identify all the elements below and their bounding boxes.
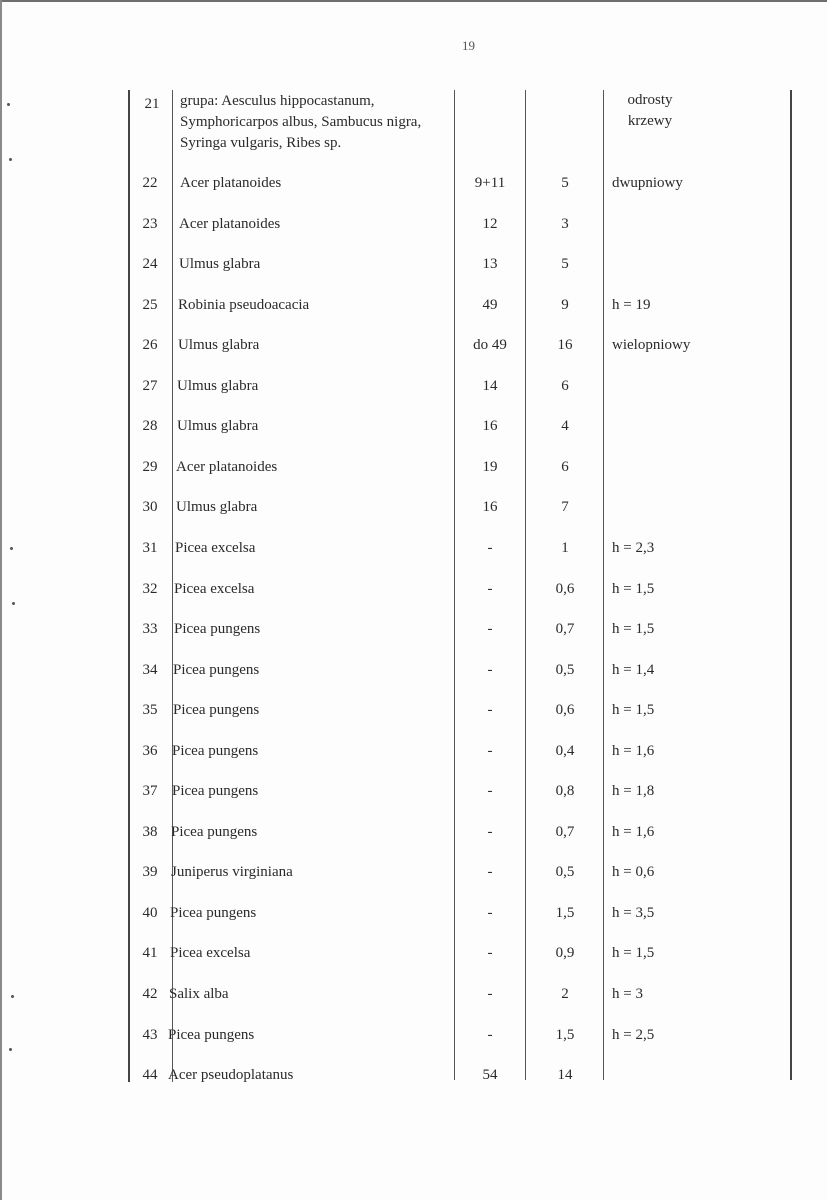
row-number: 31 [142, 540, 158, 556]
species-name: Picea pungens [174, 621, 261, 637]
row-number: 39 [142, 864, 158, 880]
trunk-diameter: 16 [482, 418, 498, 434]
species-group-name [180, 91, 421, 154]
trunk-diameter: - [487, 581, 493, 597]
species-name: Ulmus glabra [178, 337, 260, 353]
row-number: 24 [142, 256, 158, 272]
row-remarks: h = 3 [612, 986, 643, 1002]
species-name: Acer platanoides [179, 216, 281, 232]
species-name: Picea pungens [173, 662, 260, 678]
table-row [0, 538, 827, 560]
table-row [0, 497, 827, 519]
row-number: 38 [142, 824, 158, 840]
trunk-diameter: do 49 [473, 337, 507, 353]
species-name: Picea pungens [168, 1027, 255, 1043]
trunk-diameter: 19 [482, 459, 498, 475]
trunk-diameter: - [487, 702, 493, 718]
row-remarks: h = 3,5 [612, 905, 655, 921]
table-row [0, 1025, 827, 1047]
species-name: Picea pungens [172, 783, 259, 799]
crown-value: 3 [561, 216, 569, 232]
row-remarks: h = 1,5 [612, 621, 655, 637]
trunk-diameter: - [487, 662, 493, 678]
species-name: Juniperus virginiana [171, 864, 293, 880]
trunk-diameter: - [487, 540, 493, 556]
trunk-diameter: 13 [482, 256, 498, 272]
scan-speck [12, 602, 15, 605]
trunk-diameter: - [487, 864, 493, 880]
row-remarks: h = 1,6 [612, 824, 655, 840]
table-row [0, 457, 827, 479]
trunk-diameter: - [487, 905, 493, 921]
row-number: 40 [142, 905, 158, 921]
species-group-line-1: grupa: Aesculus hippocastanum, [180, 93, 375, 109]
table-row [0, 862, 827, 884]
species-name: Picea excelsa [170, 945, 251, 961]
trunk-diameter: 9+11 [474, 175, 506, 191]
page-edge-top [0, 0, 827, 2]
table-row [0, 943, 827, 965]
species-group-line-3: Syringa vulgaris, Ribes sp. [180, 135, 342, 151]
row-remarks: wielopniowy [612, 337, 691, 353]
crown-value: 0,6 [555, 702, 575, 718]
crown-value: 1,5 [555, 905, 575, 921]
row-number: 36 [142, 743, 158, 759]
trunk-diameter: 14 [482, 378, 498, 394]
species-group-line-2: Symphoricarpos albus, Sambucus nigra, [180, 114, 422, 130]
trunk-diameter: - [487, 1027, 493, 1043]
trunk-diameter: - [487, 621, 493, 637]
row-number: 27 [142, 378, 158, 394]
crown-value: 0,6 [555, 581, 575, 597]
species-name: Picea pungens [172, 743, 259, 759]
crown-value: 6 [561, 378, 569, 394]
row-remarks: h = 2,5 [612, 1027, 655, 1043]
table-row [0, 903, 827, 925]
remarks-line-1: odrosty [627, 92, 673, 108]
row-number: 29 [142, 459, 158, 475]
row-number: 25 [142, 297, 158, 313]
trunk-diameter: 49 [482, 297, 498, 313]
trunk-diameter: - [487, 986, 493, 1002]
scan-speck [10, 547, 13, 550]
species-name: Picea pungens [170, 905, 257, 921]
table-row [0, 376, 827, 398]
crown-value: 0,8 [555, 783, 575, 799]
species-name: Picea pungens [173, 702, 260, 718]
table-row [0, 1065, 827, 1087]
table-row [0, 254, 827, 276]
table-row [0, 741, 827, 763]
table-row [0, 173, 827, 195]
table-row [0, 660, 827, 682]
table-row [0, 700, 827, 722]
species-name: Robinia pseudoacacia [178, 297, 310, 313]
species-name: Salix alba [169, 986, 229, 1002]
scan-speck [9, 1048, 12, 1051]
species-name: Picea pungens [171, 824, 258, 840]
trunk-diameter: - [487, 783, 493, 799]
remarks-line-2: krzewy [627, 113, 673, 129]
row-number: 23 [142, 216, 158, 232]
crown-value: 7 [561, 499, 569, 515]
row-remarks: h = 2,3 [612, 540, 655, 556]
row-number: 43 [142, 1027, 158, 1043]
crown-value: 14 [557, 1067, 573, 1083]
row-number: 30 [142, 499, 158, 515]
table-row [0, 295, 827, 317]
crown-value: 9 [561, 297, 569, 313]
row-number: 26 [142, 337, 158, 353]
row-number: 42 [142, 986, 158, 1002]
table-row [0, 416, 827, 438]
species-name: Picea excelsa [174, 581, 255, 597]
trunk-diameter: - [487, 824, 493, 840]
table-row [0, 619, 827, 641]
row-remarks: h = 1,4 [612, 662, 655, 678]
row-remarks: h = 1,5 [612, 945, 655, 961]
scan-speck [11, 995, 14, 998]
crown-value: 0,4 [555, 743, 575, 759]
trunk-diameter: - [487, 743, 493, 759]
crown-value: 0,5 [555, 662, 575, 678]
row-remarks [610, 90, 690, 132]
table-row [0, 214, 827, 236]
species-name: Picea excelsa [175, 540, 256, 556]
crown-value: 0,9 [555, 945, 575, 961]
page-number: 19 [462, 38, 475, 53]
species-name: Ulmus glabra [177, 378, 259, 394]
species-name: Ulmus glabra [177, 418, 259, 434]
crown-value: 6 [561, 459, 569, 475]
row-number: 37 [142, 783, 158, 799]
row-number: 34 [142, 662, 158, 678]
crown-value: 16 [557, 337, 573, 353]
crown-value: 2 [561, 986, 569, 1002]
row-remarks: h = 1,5 [612, 581, 655, 597]
crown-value: 5 [561, 256, 569, 272]
scan-speck [7, 103, 10, 106]
row-number: 22 [142, 175, 158, 191]
species-name: Acer platanoides [176, 459, 278, 475]
species-name: Acer pseudoplatanus [168, 1067, 294, 1083]
row-remarks: h = 1,5 [612, 702, 655, 718]
row-remarks: dwupniowy [612, 175, 683, 191]
row-number: 44 [142, 1067, 158, 1083]
trunk-diameter: 16 [482, 499, 498, 515]
trunk-diameter: - [487, 945, 493, 961]
species-name: Ulmus glabra [176, 499, 258, 515]
row-number: 21 [144, 96, 160, 112]
row-remarks: h = 19 [612, 297, 651, 313]
table-row [0, 781, 827, 803]
row-remarks: h = 1,6 [612, 743, 655, 759]
crown-value: 4 [561, 418, 569, 434]
row-number: 33 [142, 621, 158, 637]
table-row [0, 984, 827, 1006]
crown-value: 0,7 [555, 824, 575, 840]
table-row [0, 822, 827, 844]
row-remarks: h = 0,6 [612, 864, 655, 880]
row-remarks: h = 1,8 [612, 783, 655, 799]
scan-speck [9, 158, 12, 161]
crown-value: 1,5 [555, 1027, 575, 1043]
row-number: 35 [142, 702, 158, 718]
crown-value: 0,7 [555, 621, 575, 637]
trunk-diameter: 54 [482, 1067, 498, 1083]
row-number: 32 [142, 581, 158, 597]
crown-value: 0,5 [555, 864, 575, 880]
row-number: 28 [142, 418, 158, 434]
table-row [0, 335, 827, 357]
crown-value: 1 [561, 540, 569, 556]
species-name: Ulmus glabra [179, 256, 261, 272]
table-row [0, 579, 827, 601]
row-number: 41 [142, 945, 158, 961]
crown-value: 5 [561, 175, 569, 191]
species-name: Acer platanoides [180, 175, 282, 191]
trunk-diameter: 12 [482, 216, 498, 232]
